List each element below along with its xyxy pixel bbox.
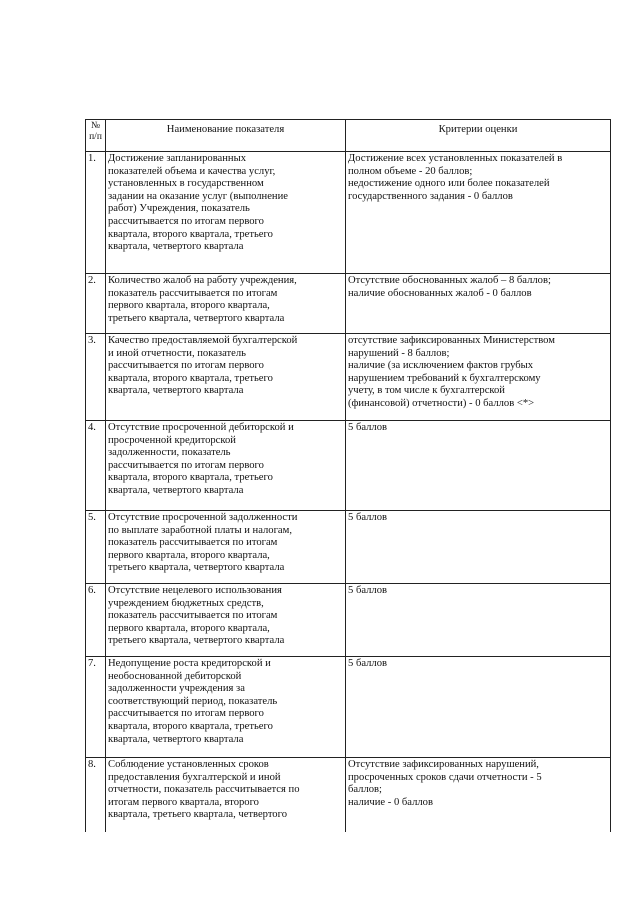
header-indicator-name: Наименование показателя [106,120,346,152]
evaluation-criteria: 5 баллов [346,511,611,584]
header-criteria: Критерии оценки [346,120,611,152]
row-number: 7. [86,657,106,758]
table-row [86,421,611,511]
table-row [86,584,611,657]
row-number: 6. [86,584,106,657]
table-row [86,152,611,274]
indicator-name: Отсутствие нецелевого использования учреждением бюджетных средств, показатель рассчитывается по итогам первого квартала, второго квартала, третьего квартала, четвертого квартала [106,584,346,657]
table-row [86,511,611,584]
indicator-name: Достижение запланированных показателей объема и качества услуг, установленных в государственном задании на оказание услуг (выполнение работ) Учреждения, показатель рассчитывается по итогам первого квартала, второго квартала, третьего квартала, четвертого квартала [106,152,346,274]
criteria-table [85,119,611,832]
row-number: 2. [86,274,106,334]
row-number: 1. [86,152,106,274]
evaluation-criteria: Отсутствие зафиксированных нарушений, просроченных сроков сдачи отчетности - 5 баллов; наличие - 0 баллов [346,758,611,833]
evaluation-criteria: Отсутствие обоснованных жалоб – 8 баллов; наличие обоснованных жалоб - 0 баллов [346,274,611,334]
indicator-name: Соблюдение установленных сроков предоставления бухгалтерской и иной отчетности, показатель рассчитывается по итогам первого квартала, второго квартала, третьего квартала, четвертого [106,758,346,833]
row-number: 5. [86,511,106,584]
indicator-name: Недопущение роста кредиторской и необоснованной дебиторской задолженности учреждения за соответствующий период, показатель рассчитывается по итогам первого квартала, второго квартала, третьего квартала, четвертого квартала [106,657,346,758]
row-number: 8. [86,758,106,833]
table-row [86,334,611,421]
evaluation-criteria: 5 баллов [346,657,611,758]
indicator-name: Отсутствие просроченной дебиторской и просроченной кредиторской задолженности, показатель рассчитывается по итогам первого квартала, второго квартала, третьего квартала, четвертого квартала [106,421,346,511]
table-header-row [86,120,611,152]
row-number: 4. [86,421,106,511]
table-row [86,274,611,334]
evaluation-criteria: 5 баллов [346,584,611,657]
indicator-name: Количество жалоб на работу учреждения, показатель рассчитывается по итогам первого квартала, второго квартала, третьего квартала, четвертого квартала [106,274,346,334]
indicator-name: Качество предоставляемой бухгалтерской и иной отчетности, показатель рассчитывается по итогам первого квартала, второго квартала, третьего квартала, четвертого квартала [106,334,346,421]
header-number: № п/п [86,120,106,152]
indicator-name: Отсутствие просроченной задолженности по выплате заработной платы и налогам, показатель рассчитывается по итогам первого квартала, второго квартала, третьего квартала, четвертого квартала [106,511,346,584]
evaluation-criteria: 5 баллов [346,421,611,511]
evaluation-criteria: Достижение всех установленных показателей в полном объеме - 20 баллов; недостижение одного или более показателей государственного задания - 0 баллов [346,152,611,274]
evaluation-criteria: отсутствие зафиксированных Министерством нарушений - 8 баллов; наличие (за исключением фактов грубых нарушением требований к бухгалтерскому учету, в том числе к бухгалтерской (финансовой) отчетности) - 0 баллов <*> [346,334,611,421]
table-row [86,657,611,758]
table-row [86,758,611,833]
row-number: 3. [86,334,106,421]
